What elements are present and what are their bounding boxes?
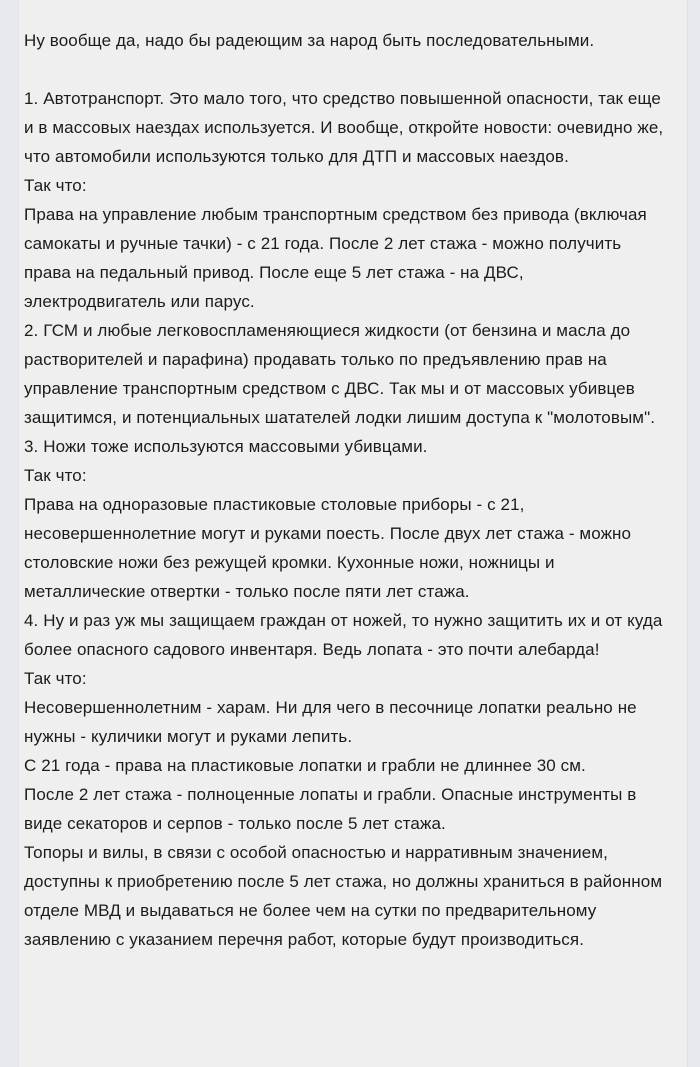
post-paragraph-item-4: 4. Ну и раз уж мы защищаем граждан от ножей, то нужно защитить их и от куда более опасного садового инвентаря. Ведь лопата - это почти алебарда! <box>24 611 668 659</box>
post-paragraph-item-3-lead: Так что: <box>24 466 87 485</box>
post-paragraph-item-2: 2. ГСМ и любые легковоспламеняющиеся жидкости (от бензина и масла до растворителей и парафина) продавать только по предъявлению прав на управление транспортным средством с ДВС. Так мы и от массовых убивцев защитимся, и потенциальных шатателей лодки лишим доступа к "молотовым". <box>24 321 656 427</box>
post-paragraph-item-4-rules-21: С 21 года - права на пластиковые лопатки и грабли не длиннее 30 см. <box>24 756 586 775</box>
post-paragraph-item-4-rules-2years: После 2 лет стажа - полноценные лопаты и грабли. Опасные инструменты в виде секаторов и серпов - только после 5 лет стажа. <box>24 785 642 833</box>
post-paragraph-item-4-rules-axes: Топоры и вилы, в связи с особой опасностью и нарративным значением, доступны к приобретению после 5 лет стажа, но должны храниться в районном отделе МВД и выдаваться не более чем на сутки по предварительному заявлению с указанием перечня работ, которые будут производиться. <box>24 843 667 949</box>
post-paragraph-item-4-lead: Так что: <box>24 669 87 688</box>
post-panel <box>18 0 688 1067</box>
post-paragraph-item-1-lead: Так что: <box>24 176 87 195</box>
post-paragraph-item-3: 3. Ножи тоже используются массовыми убивцами. <box>24 437 428 456</box>
post-paragraph-item-4-rules-minors: Несовершеннолетним - харам. Ни для чего в песочнице лопатки реально не нужны - куличики могут и руками лепить. <box>24 698 642 746</box>
post-paragraph-item-3-rules: Права на одноразовые пластиковые столовые приборы - с 21, несовершеннолетние могут и руками поесть. После двух лет стажа - можно столовские ножи без режущей кромки. Кухонные ножи, ножницы и металлические отвертки - только после пяти лет стажа. <box>24 495 636 601</box>
post-text-body <box>24 26 669 954</box>
post-paragraph-item-1-rules: Права на управление любым транспортным средством без привода (включая самокаты и ручные тачки) - с 21 года. После 2 лет стажа - можно получить права на педальный привод. После еще 5 лет стажа - на ДВС, электродвигатель или парус. <box>24 205 652 311</box>
post-paragraph-item-1: 1. Автотранспорт. Это мало того, что средство повышенной опасности, так еще и в массовых наездах используется. И вообще, откройте новости: очевидно же, что автомобили используются только для ДТП и массовых наездов. <box>24 89 669 166</box>
post-paragraph-intro: Ну вообще да, надо бы радеющим за народ быть последовательными. <box>24 31 595 50</box>
